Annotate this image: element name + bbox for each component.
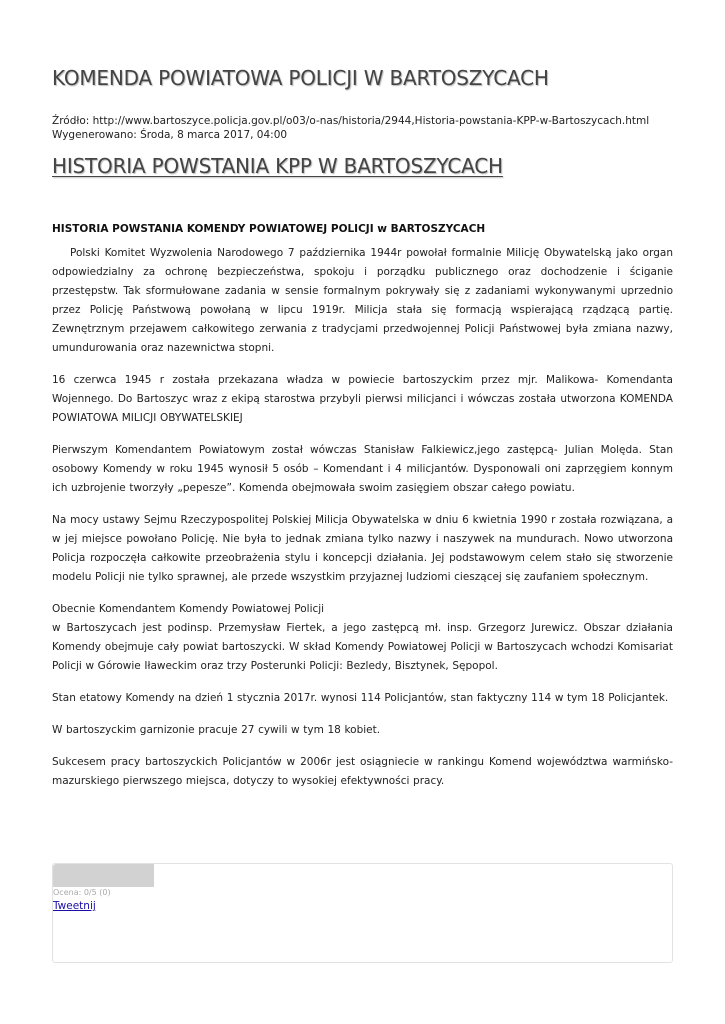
paragraph: Pierwszym Komendantem Powiatowym został wówczas Stanisław Falkiewicz,jego zastępcą- Julian Molęda. Stan osobowy Komendy w roku 1945 wynosił 5 osób – Komendant i 4 milicjantów. Dysponowali oni zaprzęgiem konnym ich uzbrojenie tworzyły „pepesze”. Komenda obejmowała swoim zasięgiem obszar całego powiatu. — [52, 444, 673, 494]
meta-info — [52, 114, 649, 142]
paragraph: w Bartoszycach jest podinsp. Przemysław Fiertek, a jego zastępcą mł. insp. Grzegorz Jurewicz. Obszar działania Komendy obejmuje cały powiat bartoszycki. W skład Komendy Powiatowej Policji w Bartoszycach wchodzi Komisariat Policji w Górowie Iławeckim oraz trzy Posterunki Policji: Bezledy, Bisztynek, Sępopol. — [52, 622, 673, 672]
main-title: KOMENDA POWIATOWA POLICJI W BARTOSZYCACH — [52, 66, 549, 90]
paragraph: Polski Komitet Wyzwolenia Narodowego 7 października 1944r powołał formalnie Milicję Obywatelską jako organ odpowiedzialny za ochronę bezpieczeństwa, spokoju i porządku publicznego oraz dochodzenie i ściganie przestępstw. Tak sformułowane zadania w sensie formalnym pokrywały się z zadaniami wykonywanymi uprzednio przez Policję Państwową powołaną w lipcu 1919r. Milicja stała się formacją wspierającą rządzącą partię. Zewnętrznym przejawem całkowitego zerwania z tradycjami przedwojennej Policji Państwowej była zmiana nazwy, umundurowania oraz nazewnictwa stopni. — [52, 247, 673, 354]
paragraph: Obecnie Komendantem Komendy Powiatowej Policji — [52, 603, 325, 615]
paragraph: Stan etatowy Komendy na dzień 1 stycznia 2017r. wynosi 114 Policjantów, stan faktyczny 114 w tym 18 Policjantek. — [52, 692, 669, 704]
article-body — [52, 221, 673, 804]
paragraph: 16 czerwca 1945 r została przekazana władza w powiecie bartoszyckim przez mjr. Malikowa- Komendanta Wojennego. Do Bartoszyc wraz z ekipą starostwa przybyli pierwsi milicjanci i wówczas została utworzona KOMENDA POWIATOWA MILICJI OBYWATELSKIEJ — [52, 374, 673, 424]
rating-text: Ocena: 0/5 (0) — [53, 888, 111, 897]
article-subtitle: HISTORIA POWSTANIA KOMENDY POWIATOWEJ POLICJI w BARTOSZYCACH — [52, 223, 486, 235]
generated-line: Wygenerowano: Środa, 8 marca 2017, 04:00 — [52, 129, 288, 141]
source-line: Źródło: http://www.bartoszyce.policja.gov.pl/o03/o-nas/historia/2944,Historia-powstania-KPP-w-Bartoszycach.html — [52, 115, 650, 127]
tweet-link[interactable]: Tweetnij — [53, 900, 96, 912]
paragraph: W bartoszyckim garnizonie pracuje 27 cywili w tym 18 kobiet. — [52, 724, 381, 736]
article-title: HISTORIA POWSTANIA KPP W BARTOSZYCACH — [52, 154, 503, 178]
paragraph: Na mocy ustawy Sejmu Rzeczypospolitej Polskiej Milicja Obywatelska w dniu 6 kwietnia 1990 r została rozwiązana, a w jej miejsce powołano Policję. Nie była to jednak zmiana tylko nazwy i naszywek na mundurach. Nowo utworzona Policja rozpoczęła całkowite przeobrażenia stylu i koncepcji działania. Jej podstawowym celem stało się stworzenie modelu Policji nie tylko sprawnej, ale przede wszystkim przyjaznej ludziomi cieszącej się zaufaniem społecznym. — [52, 514, 673, 583]
social-footer — [52, 863, 673, 963]
paragraph: Sukcesem pracy bartoszyckich Policjantów w 2006r jest osiągniecie w rankingu Komend województwa warmińsko-mazurskiego pierwszego miejsca, dotyczy to wysokiej efektywności pracy. — [52, 756, 673, 787]
rating-stars-bar[interactable] — [53, 864, 154, 887]
